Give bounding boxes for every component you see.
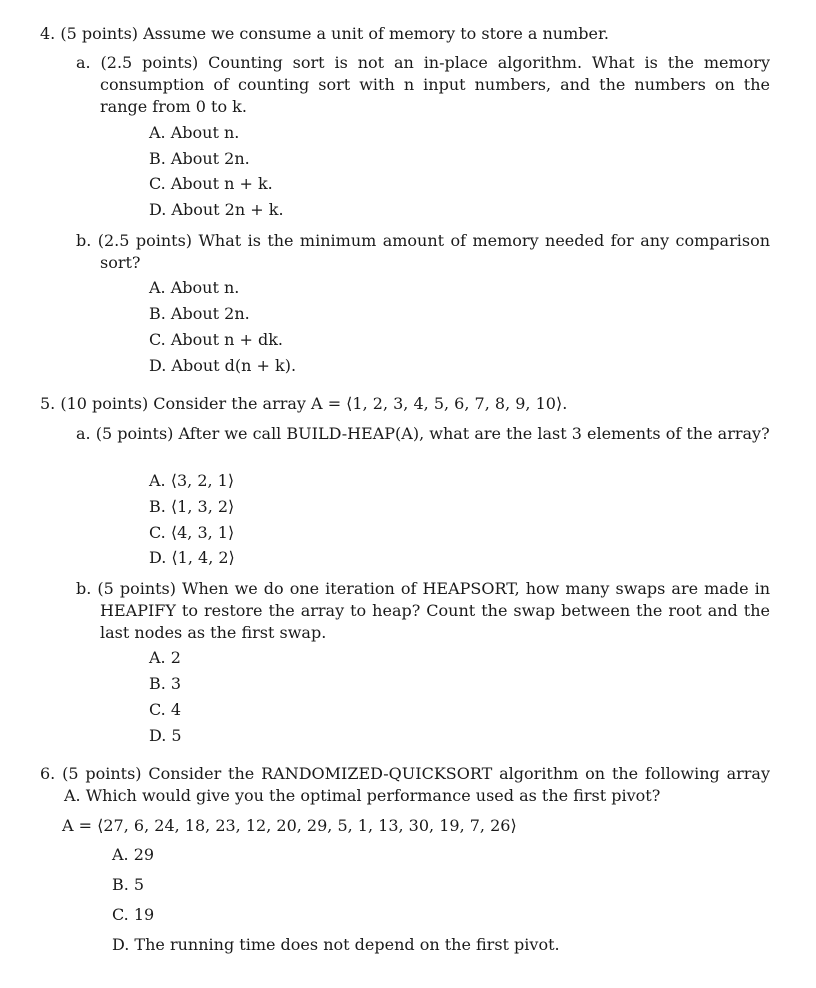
- q4b-option-d: D. About d(n + k).: [149, 356, 297, 375]
- q6-stem: 6. (5 points) Consider the RANDOMIZED-QUICKSORT algorithm on the following array A. Which would give you the optimal performance used as the first pivot?: [40, 764, 770, 805]
- q6-option-c: C. 19: [112, 905, 155, 924]
- q4b-option-a: A. About n.: [149, 278, 240, 297]
- q6-option-a: A. 29: [112, 845, 155, 864]
- q4a-option-c: C. About n + k.: [149, 174, 273, 193]
- q4-stem: 4. (5 points) Assume we consume a unit of memory to store a number.: [40, 24, 609, 43]
- q5b-option-a: A. 2: [149, 648, 181, 667]
- q4b-option-c: C. About n + dk.: [149, 330, 283, 349]
- q5a-option-b: B. ⟨1, 3, 2⟩: [149, 497, 235, 516]
- q6-array: A = ⟨27, 6, 24, 18, 23, 12, 20, 29, 5, 1, 13, 30, 19, 7, 26⟩: [62, 816, 517, 835]
- q5b-option-b: B. 3: [149, 674, 182, 693]
- q4b-text: b. (2.5 points) What is the minimum amount of memory needed for any comparison sort?: [76, 231, 770, 272]
- q5a-option-a: A. ⟨3, 2, 1⟩: [149, 471, 235, 490]
- q5b-option-c: C. 4: [149, 700, 182, 719]
- q5a-option-c: C. ⟨4, 3, 1⟩: [149, 523, 235, 542]
- q6-option-b: B. 5: [112, 875, 145, 894]
- q5a-option-d: D. ⟨1, 4, 2⟩: [149, 548, 235, 567]
- q4a-option-a: A. About n.: [149, 123, 240, 142]
- q4a-option-b: B. About 2n.: [149, 149, 250, 168]
- q4b-option-b: B. About 2n.: [149, 304, 250, 323]
- q6-option-d: D. The running time does not depend on the first pivot.: [112, 935, 560, 954]
- q5b-text: b. (5 points) When we do one iteration of HEAPSORT, how many swaps are made in HEAPIFY to restore the array to heap? Count the swap between the root and the last nodes as the first swap.: [76, 579, 770, 642]
- q5a-text: a. (5 points) After we call BUILD-HEAP(A), what are the last 3 elements of the array?: [76, 424, 770, 443]
- q5b-option-d: D. 5: [149, 726, 182, 745]
- q5-stem: 5. (10 points) Consider the array A = ⟨1, 2, 3, 4, 5, 6, 7, 8, 9, 10⟩.: [40, 394, 568, 413]
- q4a-text: a. (2.5 points) Counting sort is not an in-place algorithm. What is the memory consumption of counting sort with n input numbers, and the numbers on the range from 0 to k.: [76, 53, 770, 116]
- q4a-option-d: D. About 2n + k.: [149, 200, 284, 219]
